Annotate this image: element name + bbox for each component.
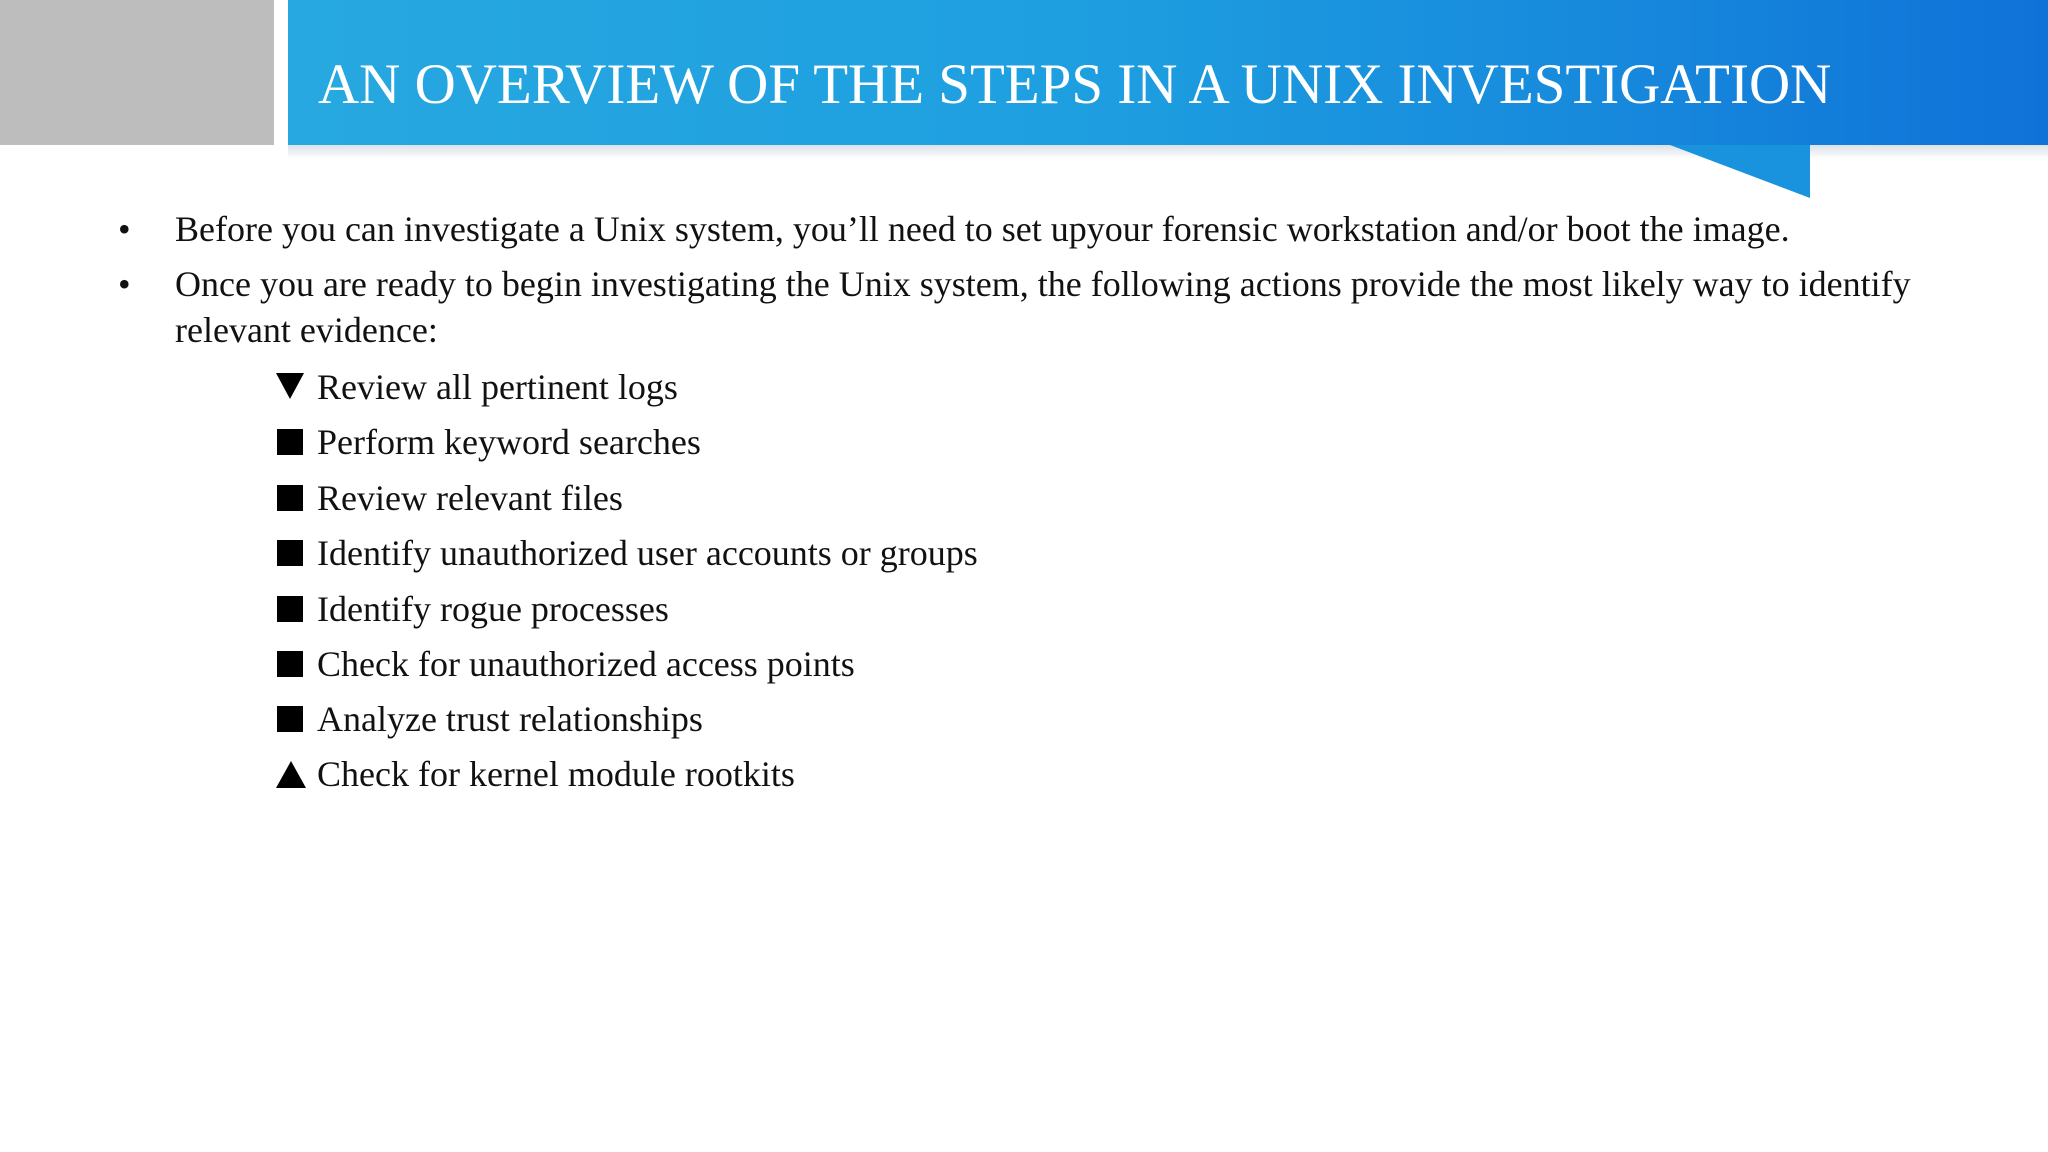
action-text: Identify unauthorized user accounts or groups [317,533,978,573]
action-item [275,586,669,632]
action-text: Check for unauthorized access points [317,644,855,684]
action-item [275,364,678,410]
triangle-down-icon [275,364,309,410]
square-icon [275,641,309,687]
bullet-item [118,206,1915,252]
bullet-text: Once you are ready to begin investigating the Unix system, the following actions provide the most likely way to identify relevant evidence: [175,264,1911,350]
action-item [275,696,703,742]
header-gray-block [0,0,274,145]
bullet-dot: • [118,264,131,304]
action-text: Review all pertinent logs [317,367,678,407]
action-text: Perform keyword searches [317,422,701,462]
action-item [275,641,855,687]
slide-title: AN OVERVIEW OF THE STEPS IN A UNIX INVESTIGATION [318,53,1832,116]
square-icon [275,696,309,742]
bullet-text: Before you can investigate a Unix system, you’ll need to set upyour forensic workstation and/or boot the image. [175,209,1790,249]
action-text: Review relevant files [317,478,623,518]
action-text: Analyze trust relationships [317,699,703,739]
square-icon [275,586,309,632]
action-item [275,475,623,521]
square-icon [275,419,309,465]
action-text: Identify rogue processes [317,589,669,629]
banner-shadow [288,145,2048,159]
action-item [275,530,978,576]
square-icon [275,530,309,576]
action-text: Check for kernel module rootkits [317,754,795,794]
bullet-dot: • [118,209,131,249]
bullet-item [118,261,1915,353]
action-item [275,419,701,465]
action-item [275,751,795,797]
triangle-up-icon [275,751,309,797]
square-icon [275,475,309,521]
